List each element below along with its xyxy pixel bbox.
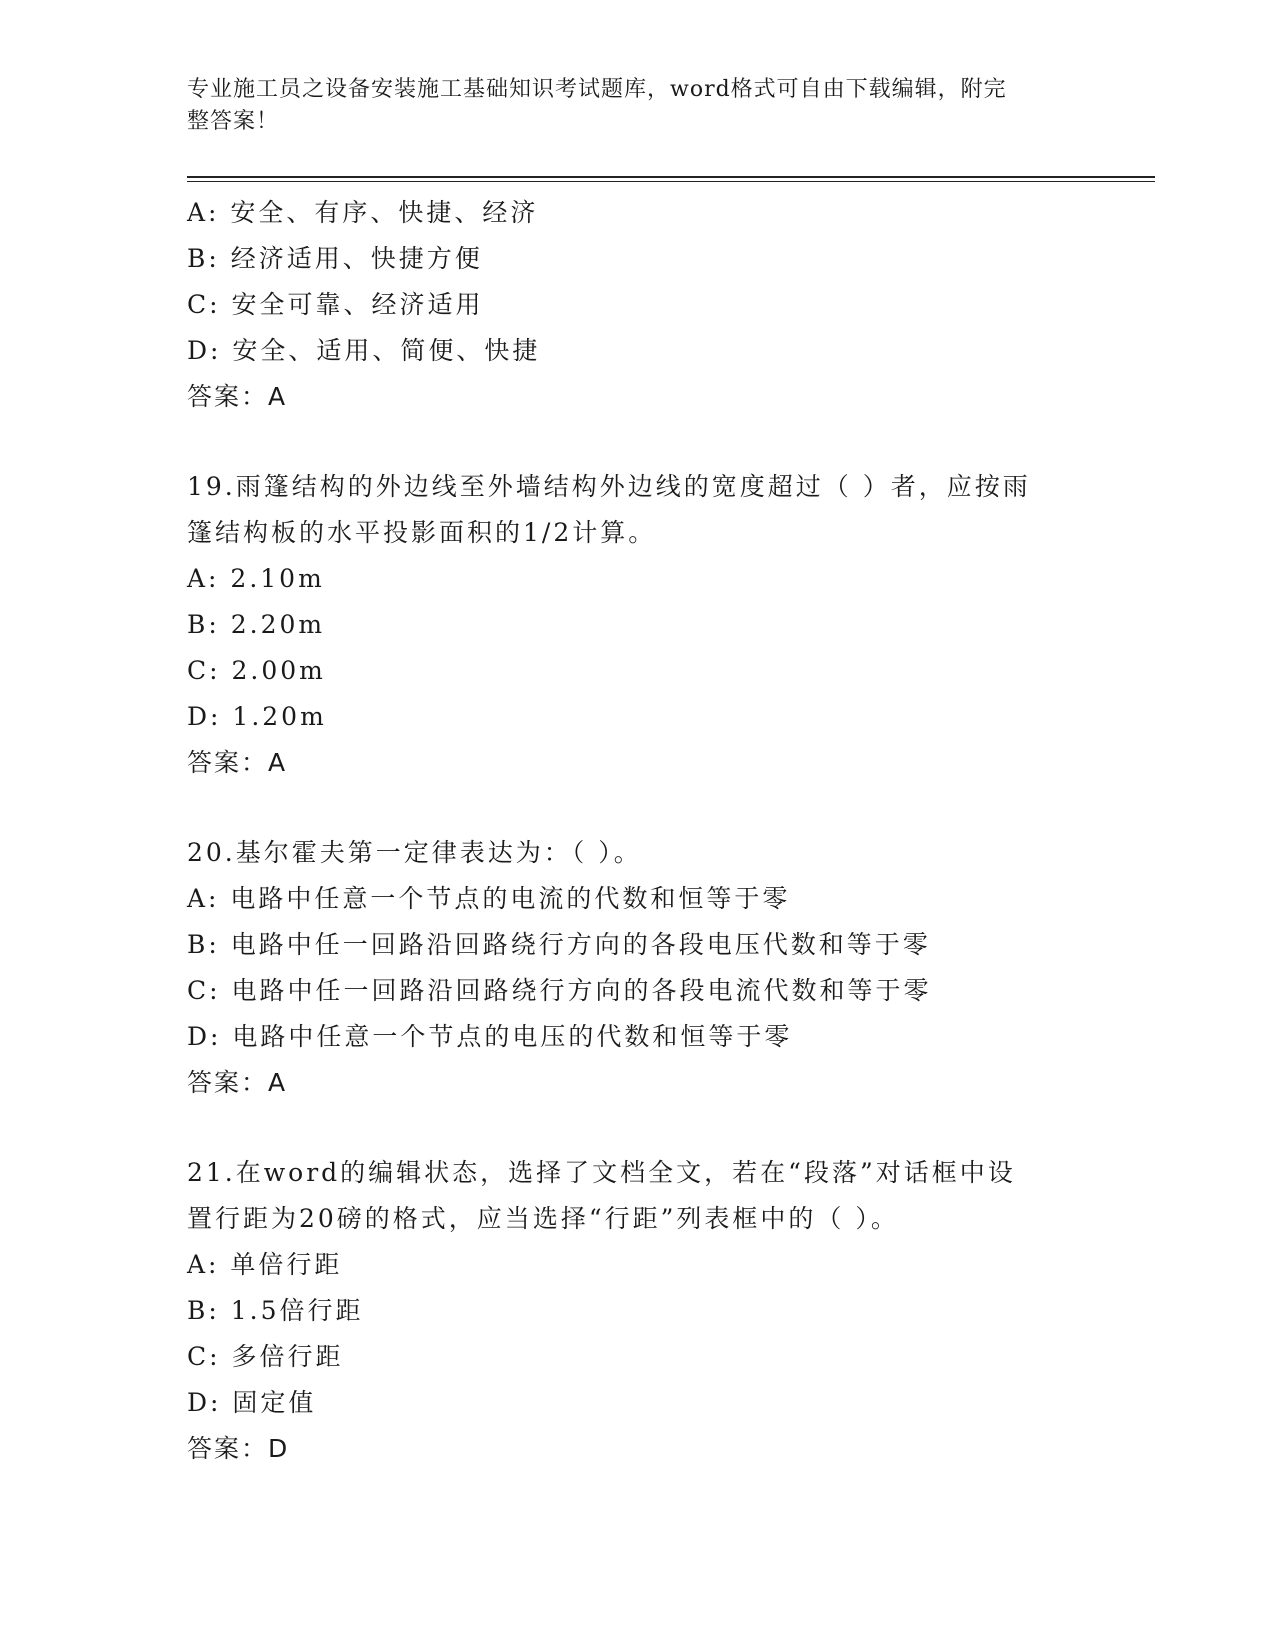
option-a: A: 安全、有序、快捷、经济 — [187, 198, 539, 227]
header-title-line-1: 专业施工员之设备安装施工基础知识考试题库，word格式可自由下载编辑，附完 — [187, 77, 1007, 102]
question-stem-line-1: 21.在word的编辑状态，选择了文档全文，若在“段落”对话框中设 — [187, 1158, 1016, 1187]
answer: 答案：D — [187, 1434, 290, 1463]
question-list — [187, 190, 1087, 1472]
option-a: A: 单倍行距 — [187, 1250, 343, 1279]
option-d: D: 固定值 — [187, 1388, 317, 1417]
question-21 — [187, 1150, 1087, 1472]
option-c: C: 多倍行距 — [187, 1342, 344, 1371]
option-b: B: 1.5倍行距 — [187, 1296, 364, 1325]
option-a: A: 电路中任意一个节点的电流的代数和恒等于零 — [187, 884, 791, 913]
option-c: C: 安全可靠、经济适用 — [187, 290, 484, 319]
option-a: A: 2.10m — [187, 564, 325, 593]
option-b: B: 电路中任一回路沿回路绕行方向的各段电压代数和等于零 — [187, 930, 931, 959]
answer: 答案：A — [187, 748, 288, 777]
document-header — [187, 74, 1067, 138]
header-title-line-2: 整答案！ — [187, 109, 280, 134]
question-stem-line-1: 20.基尔霍夫第一定律表达为：（ ）。 — [187, 838, 642, 867]
option-d: D: 1.20m — [187, 702, 327, 731]
header-divider-thick — [187, 176, 1155, 178]
option-d: D: 安全、适用、简便、快捷 — [187, 336, 541, 365]
header-divider-thin — [187, 181, 1155, 182]
question-20 — [187, 830, 1087, 1106]
question-19 — [187, 464, 1087, 786]
option-c: C: 电路中任一回路沿回路绕行方向的各段电流代数和等于零 — [187, 976, 932, 1005]
question-stem-line-2: 置行距为20磅的格式，应当选择“行距”列表框中的（ ）。 — [187, 1204, 899, 1233]
option-b: B: 2.20m — [187, 610, 326, 639]
option-c: C: 2.00m — [187, 656, 326, 685]
question-stem-line-1: 19.雨篷结构的外边线至外墙结构外边线的宽度超过（ ）者，应按雨 — [187, 472, 1031, 501]
option-b: B: 经济适用、快捷方便 — [187, 244, 483, 273]
answer: 答案：A — [187, 1068, 288, 1097]
option-d: D: 电路中任意一个节点的电压的代数和恒等于零 — [187, 1022, 793, 1051]
answer: 答案：A — [187, 382, 288, 411]
question-stem-line-2: 篷结构板的水平投影面积的1/2计算。 — [187, 518, 657, 547]
question-18 — [187, 190, 1087, 420]
